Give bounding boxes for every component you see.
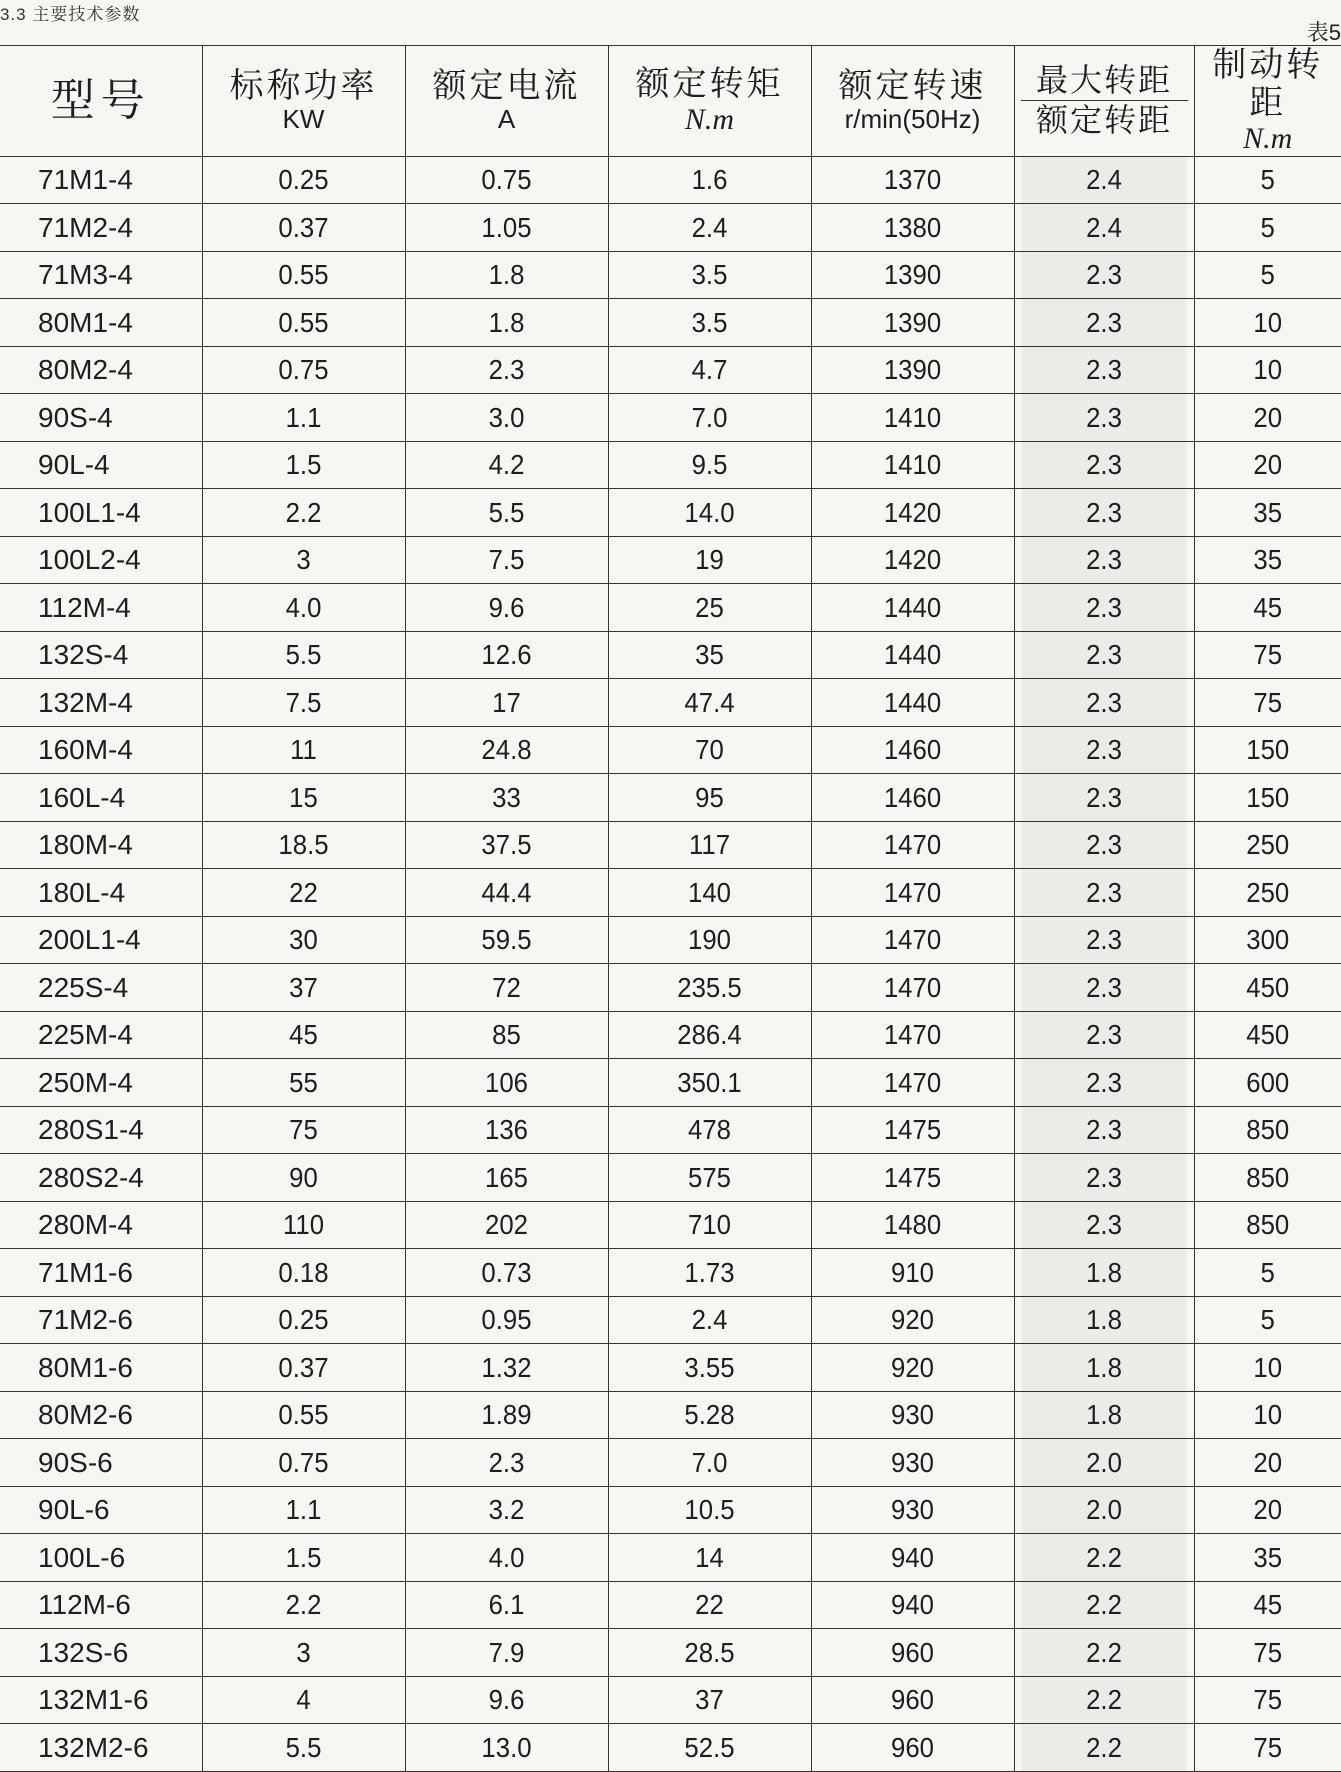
cell-speed: 1420 [819,489,1006,537]
cell-model: 132M2-6 [0,1724,202,1772]
cell-current: 13.0 [413,1724,600,1772]
cell-torque: 22 [616,1581,803,1629]
header-current-unit: A [406,105,608,134]
table-row [0,394,1341,442]
cell-ratio: 2.3 [1021,441,1187,489]
cell-brake: 75 [1200,1724,1335,1772]
cell-model: 80M1-6 [0,1344,202,1392]
cell-model: 100L2-4 [0,536,202,584]
cell-speed: 1470 [819,821,1006,869]
table-row [0,869,1341,917]
table-row [0,916,1341,964]
cell-speed: 930 [819,1391,1006,1439]
cell-brake: 5 [1200,204,1335,252]
cell-model: 71M2-4 [0,204,202,252]
cell-speed: 1390 [819,299,1006,347]
cell-torque: 286.4 [616,1011,803,1059]
cell-torque: 1.73 [616,1249,803,1297]
cell-power: 75 [210,1106,397,1154]
cell-current: 1.8 [413,251,600,299]
cell-ratio: 2.4 [1021,204,1187,252]
table-row [0,536,1341,584]
cell-speed: 1470 [819,1059,1006,1107]
cell-model: 160M-4 [0,726,202,774]
cell-torque: 190 [616,916,803,964]
cell-model: 90S-4 [0,394,202,442]
cell-torque: 350.1 [616,1059,803,1107]
cell-power: 22 [210,869,397,917]
cell-brake: 20 [1200,394,1335,442]
header-model [0,46,202,157]
cell-speed: 920 [819,1296,1006,1344]
cell-power: 4.0 [210,584,397,632]
cell-power: 18.5 [210,821,397,869]
cell-speed: 1380 [819,204,1006,252]
cell-model: 280S1-4 [0,1106,202,1154]
cell-current: 106 [413,1059,600,1107]
cell-brake: 5 [1200,1296,1335,1344]
cell-power: 1.5 [210,441,397,489]
header-current [405,46,608,157]
cell-speed: 960 [819,1629,1006,1677]
cell-ratio: 2.3 [1021,394,1187,442]
cell-torque: 14.0 [616,489,803,537]
cell-current: 5.5 [413,489,600,537]
cell-ratio: 2.0 [1021,1486,1187,1534]
cell-speed: 1460 [819,774,1006,822]
cell-model: 90L-4 [0,441,202,489]
cell-brake: 5 [1200,1249,1335,1297]
cell-brake: 75 [1200,679,1335,727]
cell-brake: 75 [1200,631,1335,679]
cell-ratio: 2.3 [1021,536,1187,584]
cell-current: 37.5 [413,821,600,869]
cell-ratio: 2.3 [1021,584,1187,632]
table-row [0,774,1341,822]
header-model-label: 型号 [0,76,202,125]
cell-current: 0.73 [413,1249,600,1297]
cell-torque: 9.5 [616,441,803,489]
cell-brake: 10 [1200,1391,1335,1439]
table-row [0,964,1341,1012]
cell-ratio: 2.3 [1021,821,1187,869]
cell-ratio: 2.3 [1021,346,1187,394]
cell-brake: 35 [1200,1534,1335,1582]
table-row [0,1249,1341,1297]
table-row [0,1676,1341,1724]
cell-speed: 1460 [819,726,1006,774]
cell-model: 80M2-4 [0,346,202,394]
cell-ratio: 1.8 [1021,1249,1187,1297]
cell-current: 0.75 [413,156,600,204]
cell-model: 132S-4 [0,631,202,679]
table-row [0,631,1341,679]
cell-speed: 1440 [819,631,1006,679]
cell-torque: 14 [616,1534,803,1582]
table-row [0,726,1341,774]
cell-brake: 5 [1200,156,1335,204]
cell-torque: 28.5 [616,1629,803,1677]
cell-model: 80M2-6 [0,1391,202,1439]
cell-current: 136 [413,1106,600,1154]
cell-torque: 2.4 [616,204,803,252]
cell-current: 7.5 [413,536,600,584]
table-row [0,489,1341,537]
cell-brake: 45 [1200,584,1335,632]
cell-ratio: 2.3 [1021,679,1187,727]
cell-current: 202 [413,1201,600,1249]
cell-brake: 850 [1200,1154,1335,1202]
cell-current: 1.32 [413,1344,600,1392]
cell-current: 2.3 [413,1439,600,1487]
cell-ratio: 2.2 [1021,1629,1187,1677]
cell-model: 225S-4 [0,964,202,1012]
cell-model: 100L-6 [0,1534,202,1582]
cell-brake: 250 [1200,821,1335,869]
cell-model: 71M1-4 [0,156,202,204]
cell-model: 90L-6 [0,1486,202,1534]
cell-power: 2.2 [210,1581,397,1629]
cell-torque: 235.5 [616,964,803,1012]
cell-model: 280M-4 [0,1201,202,1249]
cell-model: 80M1-4 [0,299,202,347]
cell-torque: 10.5 [616,1486,803,1534]
cell-ratio: 2.3 [1021,774,1187,822]
cell-power: 30 [210,916,397,964]
cell-speed: 1410 [819,394,1006,442]
cell-torque: 19 [616,536,803,584]
cell-ratio: 2.0 [1021,1439,1187,1487]
cell-brake: 10 [1200,346,1335,394]
cell-current: 1.05 [413,204,600,252]
table-row [0,1486,1341,1534]
cell-torque: 4.7 [616,346,803,394]
table-row [0,204,1341,252]
cell-torque: 710 [616,1201,803,1249]
cell-torque: 35 [616,631,803,679]
header-row [0,46,1341,157]
cell-ratio: 1.8 [1021,1344,1187,1392]
cell-ratio: 2.3 [1021,299,1187,347]
cell-current: 165 [413,1154,600,1202]
cell-power: 0.37 [210,1344,397,1392]
cell-brake: 600 [1200,1059,1335,1107]
cell-speed: 1475 [819,1154,1006,1202]
cell-torque: 3.55 [616,1344,803,1392]
header-speed-unit: r/min(50Hz) [812,105,1014,134]
cell-power: 1.1 [210,1486,397,1534]
cell-torque: 3.5 [616,251,803,299]
cell-model: 132M1-6 [0,1676,202,1724]
cell-speed: 1480 [819,1201,1006,1249]
cell-current: 2.3 [413,346,600,394]
cell-speed: 1470 [819,869,1006,917]
header-speed [811,46,1014,157]
header-current-label: 额定电流 [406,67,608,105]
cell-torque: 140 [616,869,803,917]
cell-power: 4 [210,1676,397,1724]
header-torque-label: 额定转矩 [609,65,811,103]
cell-current: 0.95 [413,1296,600,1344]
table-row [0,1011,1341,1059]
header-torque-unit: N.m [609,103,811,137]
cell-ratio: 2.3 [1021,1201,1187,1249]
cell-power: 0.55 [210,1391,397,1439]
table-row [0,679,1341,727]
cell-current: 59.5 [413,916,600,964]
header-torque-ratio [1014,46,1194,157]
cell-power: 0.37 [210,204,397,252]
header-brake-label: 制动转距 [1195,46,1341,122]
cell-speed: 930 [819,1439,1006,1487]
cell-ratio: 2.3 [1021,1106,1187,1154]
cell-ratio: 2.3 [1021,489,1187,537]
cell-ratio: 1.8 [1021,1296,1187,1344]
table-row [0,1724,1341,1772]
cell-power: 15 [210,774,397,822]
cell-ratio: 2.3 [1021,631,1187,679]
section-title: 3.3 主要技术参数 [0,0,140,25]
cell-speed: 920 [819,1344,1006,1392]
cell-power: 0.18 [210,1249,397,1297]
header-power [202,46,405,157]
table-row [0,346,1341,394]
cell-speed: 1390 [819,346,1006,394]
cell-ratio: 1.8 [1021,1391,1187,1439]
cell-model: 132M-4 [0,679,202,727]
header-brake-unit: N.m [1195,122,1341,156]
cell-ratio: 2.3 [1021,1059,1187,1107]
cell-brake: 20 [1200,1486,1335,1534]
cell-speed: 910 [819,1249,1006,1297]
cell-power: 45 [210,1011,397,1059]
cell-ratio: 2.3 [1021,251,1187,299]
cell-torque: 95 [616,774,803,822]
cell-brake: 5 [1200,251,1335,299]
table-row [0,299,1341,347]
table-number: 表5 [1307,16,1341,47]
cell-ratio: 2.2 [1021,1676,1187,1724]
cell-ratio: 2.3 [1021,916,1187,964]
cell-model: 132S-6 [0,1629,202,1677]
cell-speed: 960 [819,1724,1006,1772]
cell-power: 5.5 [210,1724,397,1772]
cell-brake: 35 [1200,536,1335,584]
table-row [0,1534,1341,1582]
cell-model: 71M2-6 [0,1296,202,1344]
cell-torque: 3.5 [616,299,803,347]
header-ratio-numerator: 最大转距 [1021,63,1188,102]
table-row [0,251,1341,299]
cell-brake: 450 [1200,1011,1335,1059]
cell-current: 85 [413,1011,600,1059]
cell-brake: 35 [1200,489,1335,537]
cell-current: 4.2 [413,441,600,489]
cell-model: 112M-6 [0,1581,202,1629]
cell-speed: 1470 [819,964,1006,1012]
header-brake [1194,46,1341,157]
cell-power: 0.25 [210,156,397,204]
table-row [0,1106,1341,1154]
cell-speed: 1470 [819,916,1006,964]
cell-torque: 117 [616,821,803,869]
cell-power: 55 [210,1059,397,1107]
cell-current: 12.6 [413,631,600,679]
cell-ratio: 2.2 [1021,1534,1187,1582]
cell-speed: 1470 [819,1011,1006,1059]
cell-speed: 1420 [819,536,1006,584]
table-row [0,1344,1341,1392]
cell-power: 3 [210,1629,397,1677]
cell-model: 200L1-4 [0,916,202,964]
cell-speed: 940 [819,1581,1006,1629]
cell-model: 160L-4 [0,774,202,822]
cell-brake: 10 [1200,299,1335,347]
table-row [0,1391,1341,1439]
cell-current: 1.8 [413,299,600,347]
cell-model: 90S-6 [0,1439,202,1487]
cell-torque: 52.5 [616,1724,803,1772]
cell-torque: 7.0 [616,1439,803,1487]
cell-torque: 5.28 [616,1391,803,1439]
cell-model: 225M-4 [0,1011,202,1059]
cell-current: 72 [413,964,600,1012]
cell-torque: 47.4 [616,679,803,727]
cell-power: 90 [210,1154,397,1202]
cell-power: 7.5 [210,679,397,727]
cell-brake: 150 [1200,774,1335,822]
cell-power: 0.75 [210,1439,397,1487]
cell-current: 1.89 [413,1391,600,1439]
cell-brake: 20 [1200,441,1335,489]
header-power-label: 标称功率 [203,67,405,105]
cell-power: 11 [210,726,397,774]
cell-power: 0.25 [210,1296,397,1344]
cell-brake: 75 [1200,1629,1335,1677]
cell-brake: 450 [1200,964,1335,1012]
cell-power: 2.2 [210,489,397,537]
cell-model: 71M1-6 [0,1249,202,1297]
cell-torque: 37 [616,1676,803,1724]
header-ratio-denominator: 额定转距 [1015,101,1194,139]
cell-brake: 300 [1200,916,1335,964]
cell-model: 71M3-4 [0,251,202,299]
cell-torque: 478 [616,1106,803,1154]
cell-speed: 1370 [819,156,1006,204]
cell-torque: 1.6 [616,156,803,204]
cell-current: 9.6 [413,1676,600,1724]
table-row [0,1059,1341,1107]
table-row [0,1201,1341,1249]
cell-speed: 930 [819,1486,1006,1534]
cell-speed: 1410 [819,441,1006,489]
cell-ratio: 2.2 [1021,1581,1187,1629]
cell-speed: 1440 [819,584,1006,632]
cell-model: 280S2-4 [0,1154,202,1202]
cell-power: 1.5 [210,1534,397,1582]
table-row [0,1296,1341,1344]
cell-current: 33 [413,774,600,822]
cell-power: 0.55 [210,299,397,347]
cell-speed: 1390 [819,251,1006,299]
cell-current: 17 [413,679,600,727]
cell-current: 4.0 [413,1534,600,1582]
table-row [0,1629,1341,1677]
cell-ratio: 2.2 [1021,1724,1187,1772]
cell-model: 180M-4 [0,821,202,869]
cell-current: 44.4 [413,869,600,917]
cell-torque: 2.4 [616,1296,803,1344]
cell-brake: 150 [1200,726,1335,774]
table-row [0,584,1341,632]
cell-power: 0.75 [210,346,397,394]
cell-power: 110 [210,1201,397,1249]
header-speed-label: 额定转速 [812,67,1014,105]
cell-current: 3.0 [413,394,600,442]
cell-speed: 1475 [819,1106,1006,1154]
table-row [0,1581,1341,1629]
cell-power: 0.55 [210,251,397,299]
table-row [0,441,1341,489]
cell-speed: 940 [819,1534,1006,1582]
cell-speed: 960 [819,1676,1006,1724]
cell-model: 112M-4 [0,584,202,632]
cell-brake: 20 [1200,1439,1335,1487]
cell-current: 6.1 [413,1581,600,1629]
cell-power: 1.1 [210,394,397,442]
cell-ratio: 2.3 [1021,1011,1187,1059]
cell-model: 180L-4 [0,869,202,917]
cell-current: 9.6 [413,584,600,632]
table-row [0,1154,1341,1202]
cell-power: 37 [210,964,397,1012]
cell-torque: 7.0 [616,394,803,442]
cell-ratio: 2.3 [1021,1154,1187,1202]
table-row [0,1439,1341,1487]
cell-brake: 75 [1200,1676,1335,1724]
cell-model: 250M-4 [0,1059,202,1107]
motor-spec-table [0,45,1341,1772]
cell-brake: 850 [1200,1106,1335,1154]
cell-model: 100L1-4 [0,489,202,537]
table-row [0,156,1341,204]
cell-power: 5.5 [210,631,397,679]
cell-current: 7.9 [413,1629,600,1677]
table-row [0,821,1341,869]
cell-ratio: 2.3 [1021,726,1187,774]
cell-ratio: 2.3 [1021,964,1187,1012]
cell-brake: 250 [1200,869,1335,917]
cell-power: 3 [210,536,397,584]
cell-torque: 25 [616,584,803,632]
header-torque [608,46,811,157]
cell-speed: 1440 [819,679,1006,727]
header-power-unit: KW [203,105,405,134]
cell-brake: 45 [1200,1581,1335,1629]
cell-brake: 10 [1200,1344,1335,1392]
cell-brake: 850 [1200,1201,1335,1249]
cell-current: 3.2 [413,1486,600,1534]
cell-torque: 70 [616,726,803,774]
cell-current: 24.8 [413,726,600,774]
cell-ratio: 2.3 [1021,869,1187,917]
cell-ratio: 2.4 [1021,156,1187,204]
cell-torque: 575 [616,1154,803,1202]
